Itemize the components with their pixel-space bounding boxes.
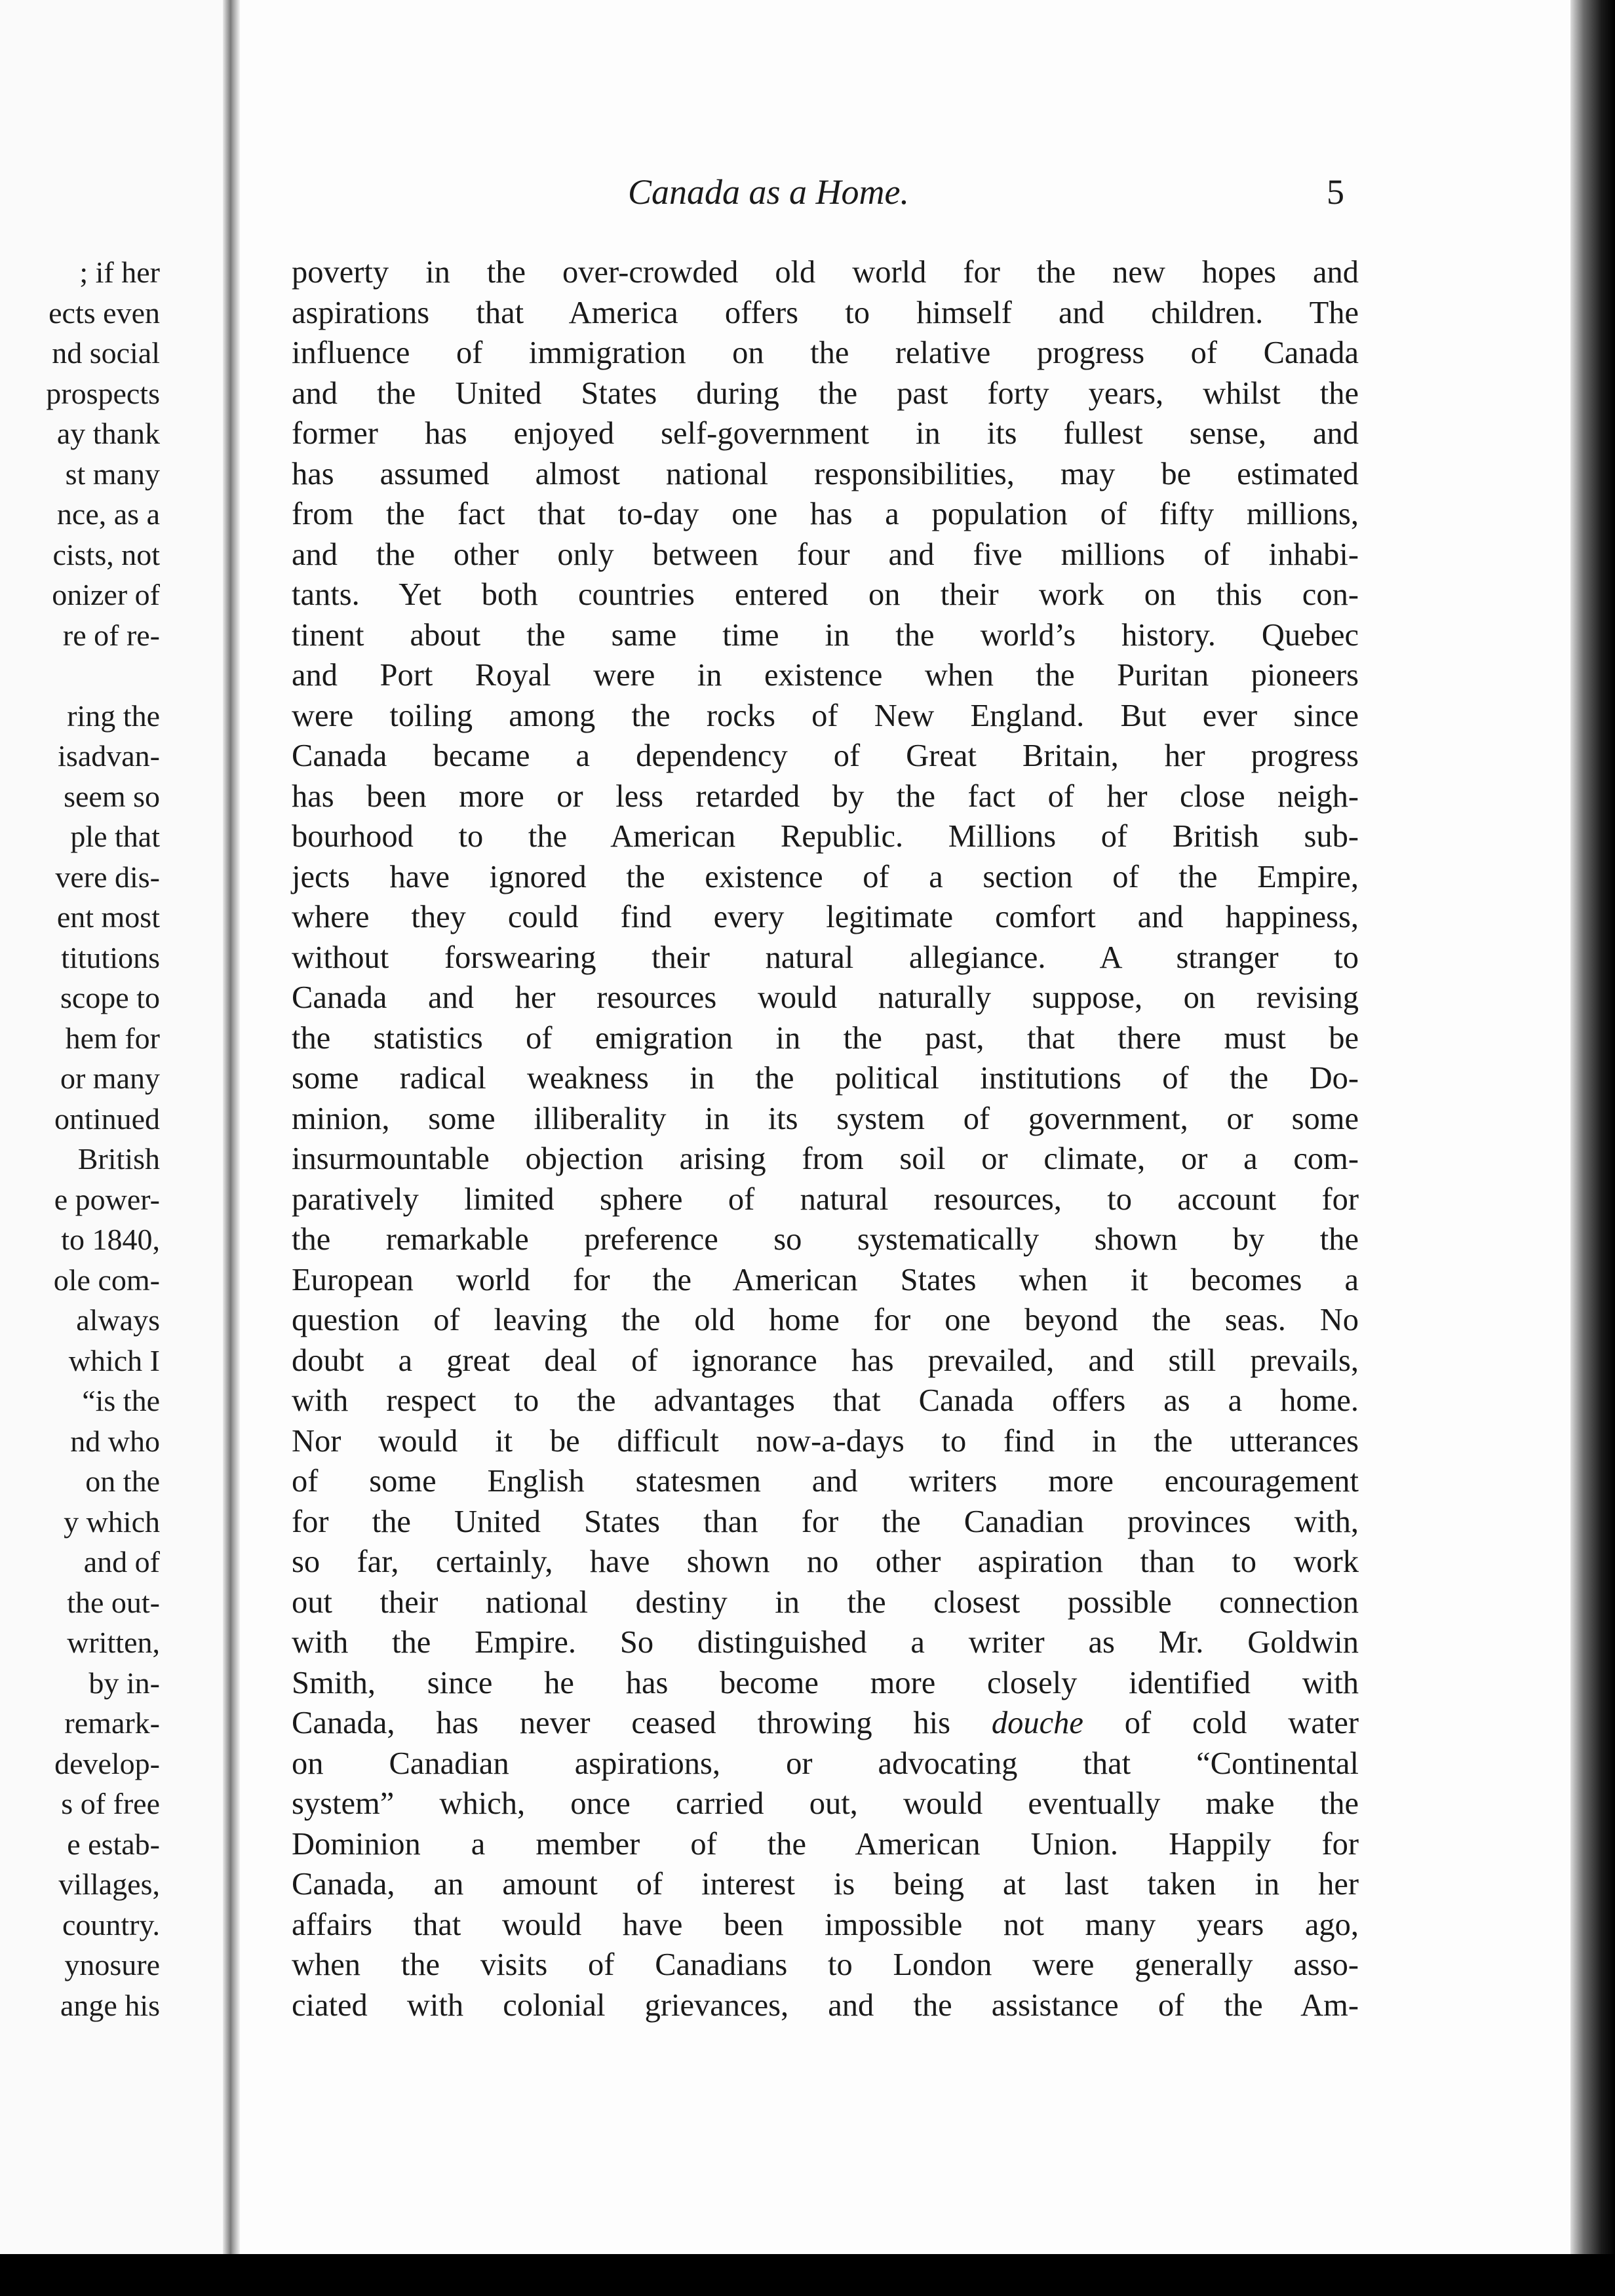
text-line: paratively limited sphere of natural resources, to account for [292,1181,1359,1217]
book-page [240,0,1570,2296]
facing-page-text [0,252,160,2074]
text-line: with the Empire. So distinguished a writer as Mr. Goldwin [292,1625,1359,1660]
text-line: so far, certainly, have shown no other aspiration than to work [292,1544,1359,1579]
facing-page-line: re of re- [62,618,160,652]
facing-page-line: vere dis- [55,860,160,894]
book-gutter [223,0,240,2296]
facing-page-line: ple that [70,820,160,853]
text-line: tants. Yet both countries entered on their work on this con- [292,577,1359,612]
text-line: and Port Royal were in existence when the Puritan pioneers [292,658,1359,693]
facing-page-line: y which [64,1504,160,1539]
text-line: were toiling among the rocks of New England. But ever since [292,698,1359,733]
facing-page-line: villages, [58,1867,160,1901]
facing-page-line: isadvan- [58,739,160,773]
facing-page-line: to 1840, [61,1223,160,1256]
facing-page-line: nd who [70,1424,160,1458]
running-head: Canada as a Home. [628,172,909,212]
text-line: tinent about the same time in the world’s history. Quebec [292,617,1359,653]
facing-page-line: s of free [61,1787,160,1820]
text-line: when the visits of Canadians to London were generally asso- [292,1947,1359,1982]
facing-page-line: country. [62,1907,160,1942]
facing-page-line: cists, not [52,537,160,571]
facing-page-line: always [76,1303,160,1337]
facing-page-line: ynosure [64,1948,160,1981]
facing-page-line: which I [68,1343,160,1377]
text-line: European world for the American States when it becomes a [292,1262,1359,1297]
text-line: on Canadian aspirations, or advocating that “Continental [292,1746,1359,1781]
text-line: doubt a great deal of ignorance has prevailed, and still prevails, [292,1343,1359,1378]
text-line: and the other only between four and five millions of inhabi- [292,537,1359,572]
text-line: and the United States during the past forty years, whilst the [292,375,1359,411]
text-line: the statistics of emigration in the past, that there must be [292,1020,1359,1056]
facing-page-line: ole com- [53,1263,160,1297]
page-number: 5 [1327,172,1344,212]
text-line: without forswearing their natural allegiance. A stranger to [292,940,1359,975]
facing-page-line: hem for [65,1021,160,1055]
facing-page-line: develop- [54,1746,160,1780]
text-line: Canada, has never ceased throwing his douche of cold water [292,1706,1359,1740]
text-line: affairs that would have been impossible not many years ago, [292,1907,1359,1942]
facing-page-line: remark- [64,1706,160,1740]
facing-page-line: or many [60,1062,160,1095]
text-line: former has enjoyed self-government in its fullest sense, and [292,416,1359,451]
text-line: ciated with colonial grievances, and the assistance of the Am- [292,1987,1359,2023]
facing-page-line: scope to [60,981,160,1014]
text-line: Dominion a member of the American Union. Happily for [292,1826,1359,1862]
facing-page-line: st many [65,457,160,491]
text-line: minion, some illiberality in its system of government, or some [292,1101,1359,1136]
page-edge [1570,0,1615,2296]
facing-page-line: ontinued [54,1101,160,1136]
text-line: Smith, since he has become more closely identified with [292,1665,1359,1700]
facing-page-line: the out- [67,1585,160,1619]
facing-page-line: titutions [61,940,160,974]
facing-page-line: British [77,1142,160,1176]
text-line: influence of immigration on the relative progress of Canada [292,335,1359,370]
text-line: from the fact that to-day one has a population of fifty millions, [292,497,1359,531]
facing-page-line: e power- [54,1182,160,1216]
text-line: of some English statesmen and writers more encouragement [292,1464,1359,1499]
facing-page [0,0,223,2296]
facing-page-line: “is the [82,1384,160,1417]
facing-page-line: nd social [52,336,160,370]
text-line: has been more or less retarded by the fact of her close neigh- [292,778,1359,814]
facing-page-line: onizer of [52,578,160,611]
body-text [292,252,1359,2025]
text-line: where they could find every legitimate comfort and happiness, [292,900,1359,934]
text-line: insurmountable objection arising from soil or climate, or a com- [292,1141,1359,1176]
facing-page-line: on the [85,1464,160,1498]
facing-page-line: ent most [56,900,160,934]
facing-page-line: ange his [60,1988,160,2022]
facing-page-line: prospects [46,376,160,410]
text-line: out their national destiny in the closest possible connection [292,1584,1359,1620]
text-line: the remarkable preference so systematically shown by the [292,1222,1359,1257]
facing-page-line: ects even [49,296,160,330]
facing-page-line: e estab- [67,1827,160,1861]
page-header [240,172,1570,218]
text-line: some radical weakness in the political institutions of the Do- [292,1061,1359,1096]
text-line: aspirations that America offers to himself and children. The [292,295,1359,330]
text-line: Nor would it be difficult now-a-days to find in the utterances [292,1423,1359,1459]
text-line: with respect to the advantages that Canada offers as a home. [292,1383,1359,1418]
emphasis: douche [991,1706,1083,1740]
text-line: poverty in the over-crowded old world for the new hopes and [292,255,1359,290]
text-line: Canada became a dependency of Great Britain, her progress [292,738,1359,773]
facing-page-line: seem so [64,779,160,813]
facing-page-line: by in- [88,1666,160,1700]
scan-border [0,2254,1615,2296]
text-line: for the United States than for the Canadian provinces with, [292,1504,1359,1539]
facing-page-line: ; if her [79,256,160,289]
text-line: Canada and her resources would naturally suppose, on revising [292,980,1359,1015]
facing-page-line: ay thank [56,417,160,450]
facing-page-line: and of [83,1545,160,1578]
text-line: has assumed almost national responsibilities, may be estimated [292,456,1359,491]
facing-page-line: nce, as a [56,497,160,531]
facing-page-line [0,655,160,696]
text-line: system” which, once carried out, would eventually make the [292,1786,1359,1821]
facing-page-line: ring the [67,698,160,733]
facing-page-line: written, [67,1626,160,1659]
text-line: jects have ignored the existence of a section of the Empire, [292,859,1359,894]
text-line: question of leaving the old home for one beyond the seas. No [292,1303,1359,1337]
text-line: bourhood to the American Republic. Millions of British sub- [292,819,1359,854]
text-line: Canada, an amount of interest is being at last taken in her [292,1867,1359,1902]
